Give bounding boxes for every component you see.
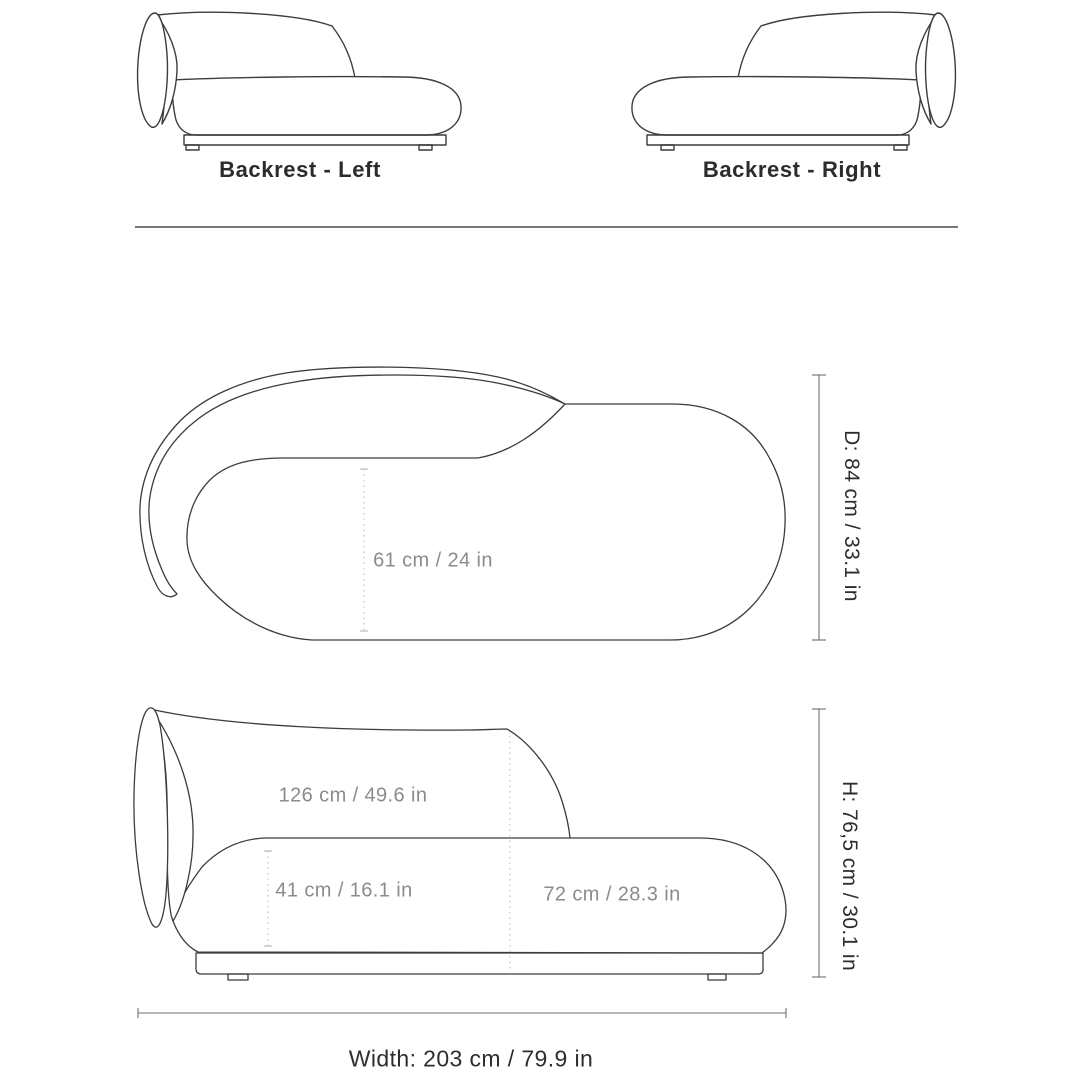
seat-height-label: 41 cm / 16.1 in (275, 879, 413, 902)
height-dimension-line (812, 709, 826, 977)
top-view-drawing (140, 367, 785, 640)
backrest-left-label: Backrest - Left (219, 157, 381, 182)
backrest-right-label: Backrest - Right (702, 157, 882, 182)
depth-dimension-line (812, 375, 826, 640)
height-label: H: 76,5 cm / 30.1 in (838, 780, 861, 972)
backrest-left-variant-drawing (138, 12, 461, 150)
inner-depth-label: 61 cm / 24 in (373, 549, 493, 572)
front-view-drawing (134, 708, 786, 980)
width-dimension-line (138, 1008, 786, 1018)
chaise-width-label: 72 cm / 28.3 in (543, 883, 681, 906)
depth-label: D: 84 cm / 33.1 in (840, 430, 863, 602)
backrest-width-label: 126 cm / 49.6 in (278, 784, 428, 807)
backrest-right-variant-drawing (632, 12, 955, 150)
width-label: Width: 203 cm / 79.9 in (348, 1045, 594, 1072)
